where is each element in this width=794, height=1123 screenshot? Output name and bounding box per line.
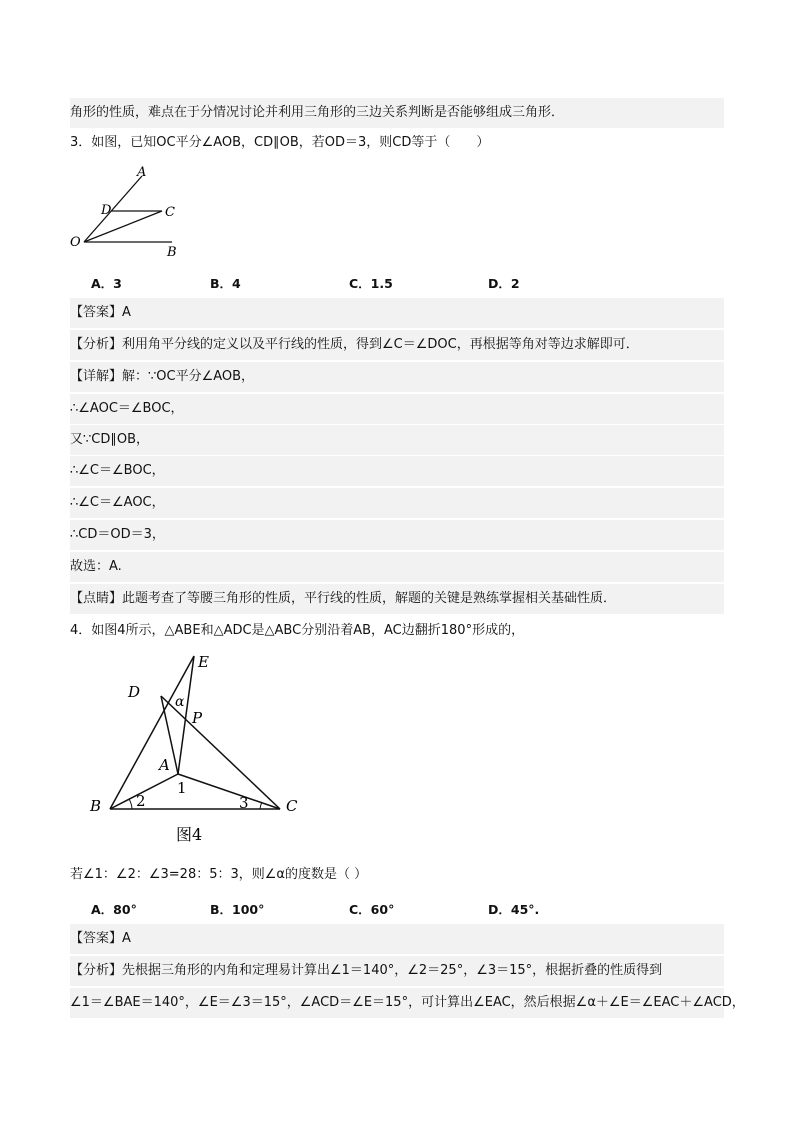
- q3-option-b: B．4: [210, 276, 241, 291]
- q3-detail: 【详解】解：∵OC平分∠AOB，: [70, 362, 724, 392]
- q4-answer: 【答案】A: [70, 924, 724, 954]
- q3-step-6: 故选：A.: [70, 552, 724, 582]
- fig3-label-o: O: [70, 235, 81, 250]
- q3-option-a: A．3: [91, 276, 122, 291]
- fig4-label-d: D: [128, 683, 141, 701]
- q4-analysis-line-1: 【分析】先根据三角形的内角和定理易计算出∠1＝140°，∠2＝25°，∠3＝15°，根据折叠的性质得到: [70, 956, 724, 986]
- q3-step-4: ∴∠C＝∠AOC，: [70, 488, 724, 518]
- q3-answer: 【答案】A: [70, 298, 724, 328]
- q4-option-a: A．80°: [91, 902, 137, 917]
- fig4-label-3: 3: [239, 794, 249, 812]
- fig3-label-b: B: [167, 245, 177, 260]
- q3-option-d: D．2: [488, 276, 520, 291]
- q3-option-c: C．1.5: [349, 276, 393, 291]
- fig4-label-alpha: α: [175, 694, 185, 710]
- fig4-label-c: C: [286, 797, 298, 815]
- q4-option-b: B．100°: [210, 902, 265, 917]
- q3-step-1: ∴∠AOC＝∠BOC，: [70, 394, 724, 424]
- fig4-label-e: E: [198, 653, 209, 671]
- fig4-label-2: 2: [136, 792, 146, 810]
- q3-step-5: ∴CD＝OD＝3，: [70, 520, 724, 550]
- question-4: 4．如图4所示，△ABE和△ADC是△ABC分别沿着AB，AC边翻折180°形成的，: [70, 623, 525, 638]
- figure-4: [86, 648, 336, 848]
- text-line-continuation: 角形的性质，难点在于分情况讨论并利用三角形的三边关系判断是否能够组成三角形．: [70, 98, 724, 128]
- question-3: 3．如图，已知OC平分∠AOB，CD∥OB，若OD＝3，则CD等于（ ）: [70, 135, 490, 150]
- fig3-label-a: A: [137, 165, 147, 180]
- q4-option-d: D．45°.: [488, 902, 540, 917]
- q3-analysis: 【分析】利用角平分线的定义以及平行线的性质，得到∠C＝∠DOC，再根据等角对等边求解即可．: [70, 330, 724, 360]
- fig4-caption: 图4: [176, 825, 203, 844]
- question-4-continued: 若∠1：∠2：∠3=28：5：3，则∠α的度数是（ ）: [70, 867, 368, 882]
- q4-option-c: C．60°: [349, 902, 395, 917]
- fig3-label-c: C: [165, 205, 175, 220]
- fig4-label-1: 1: [177, 779, 187, 797]
- q3-step-3: ∴∠C＝∠BOC，: [70, 456, 724, 486]
- fig4-label-p: P: [192, 709, 203, 727]
- q3-step-2: 又∵CD∥OB，: [70, 425, 724, 455]
- figure-3: [66, 164, 196, 260]
- fig3-label-d: D: [101, 203, 112, 218]
- fig4-label-b: B: [90, 797, 102, 815]
- q4-analysis-line-2: ∠1＝∠BAE＝140°，∠E＝∠3＝15°，∠ACD＝∠E＝15°，可计算出∠EAC，然后根据∠α＋∠E＝∠EAC＋∠ACD，: [70, 988, 724, 1018]
- q3-comment: 【点睛】此题考查了等腰三角形的性质，平行线的性质，解题的关键是熟练掌握相关基础性质．: [70, 584, 724, 614]
- fig4-label-a: A: [159, 756, 170, 774]
